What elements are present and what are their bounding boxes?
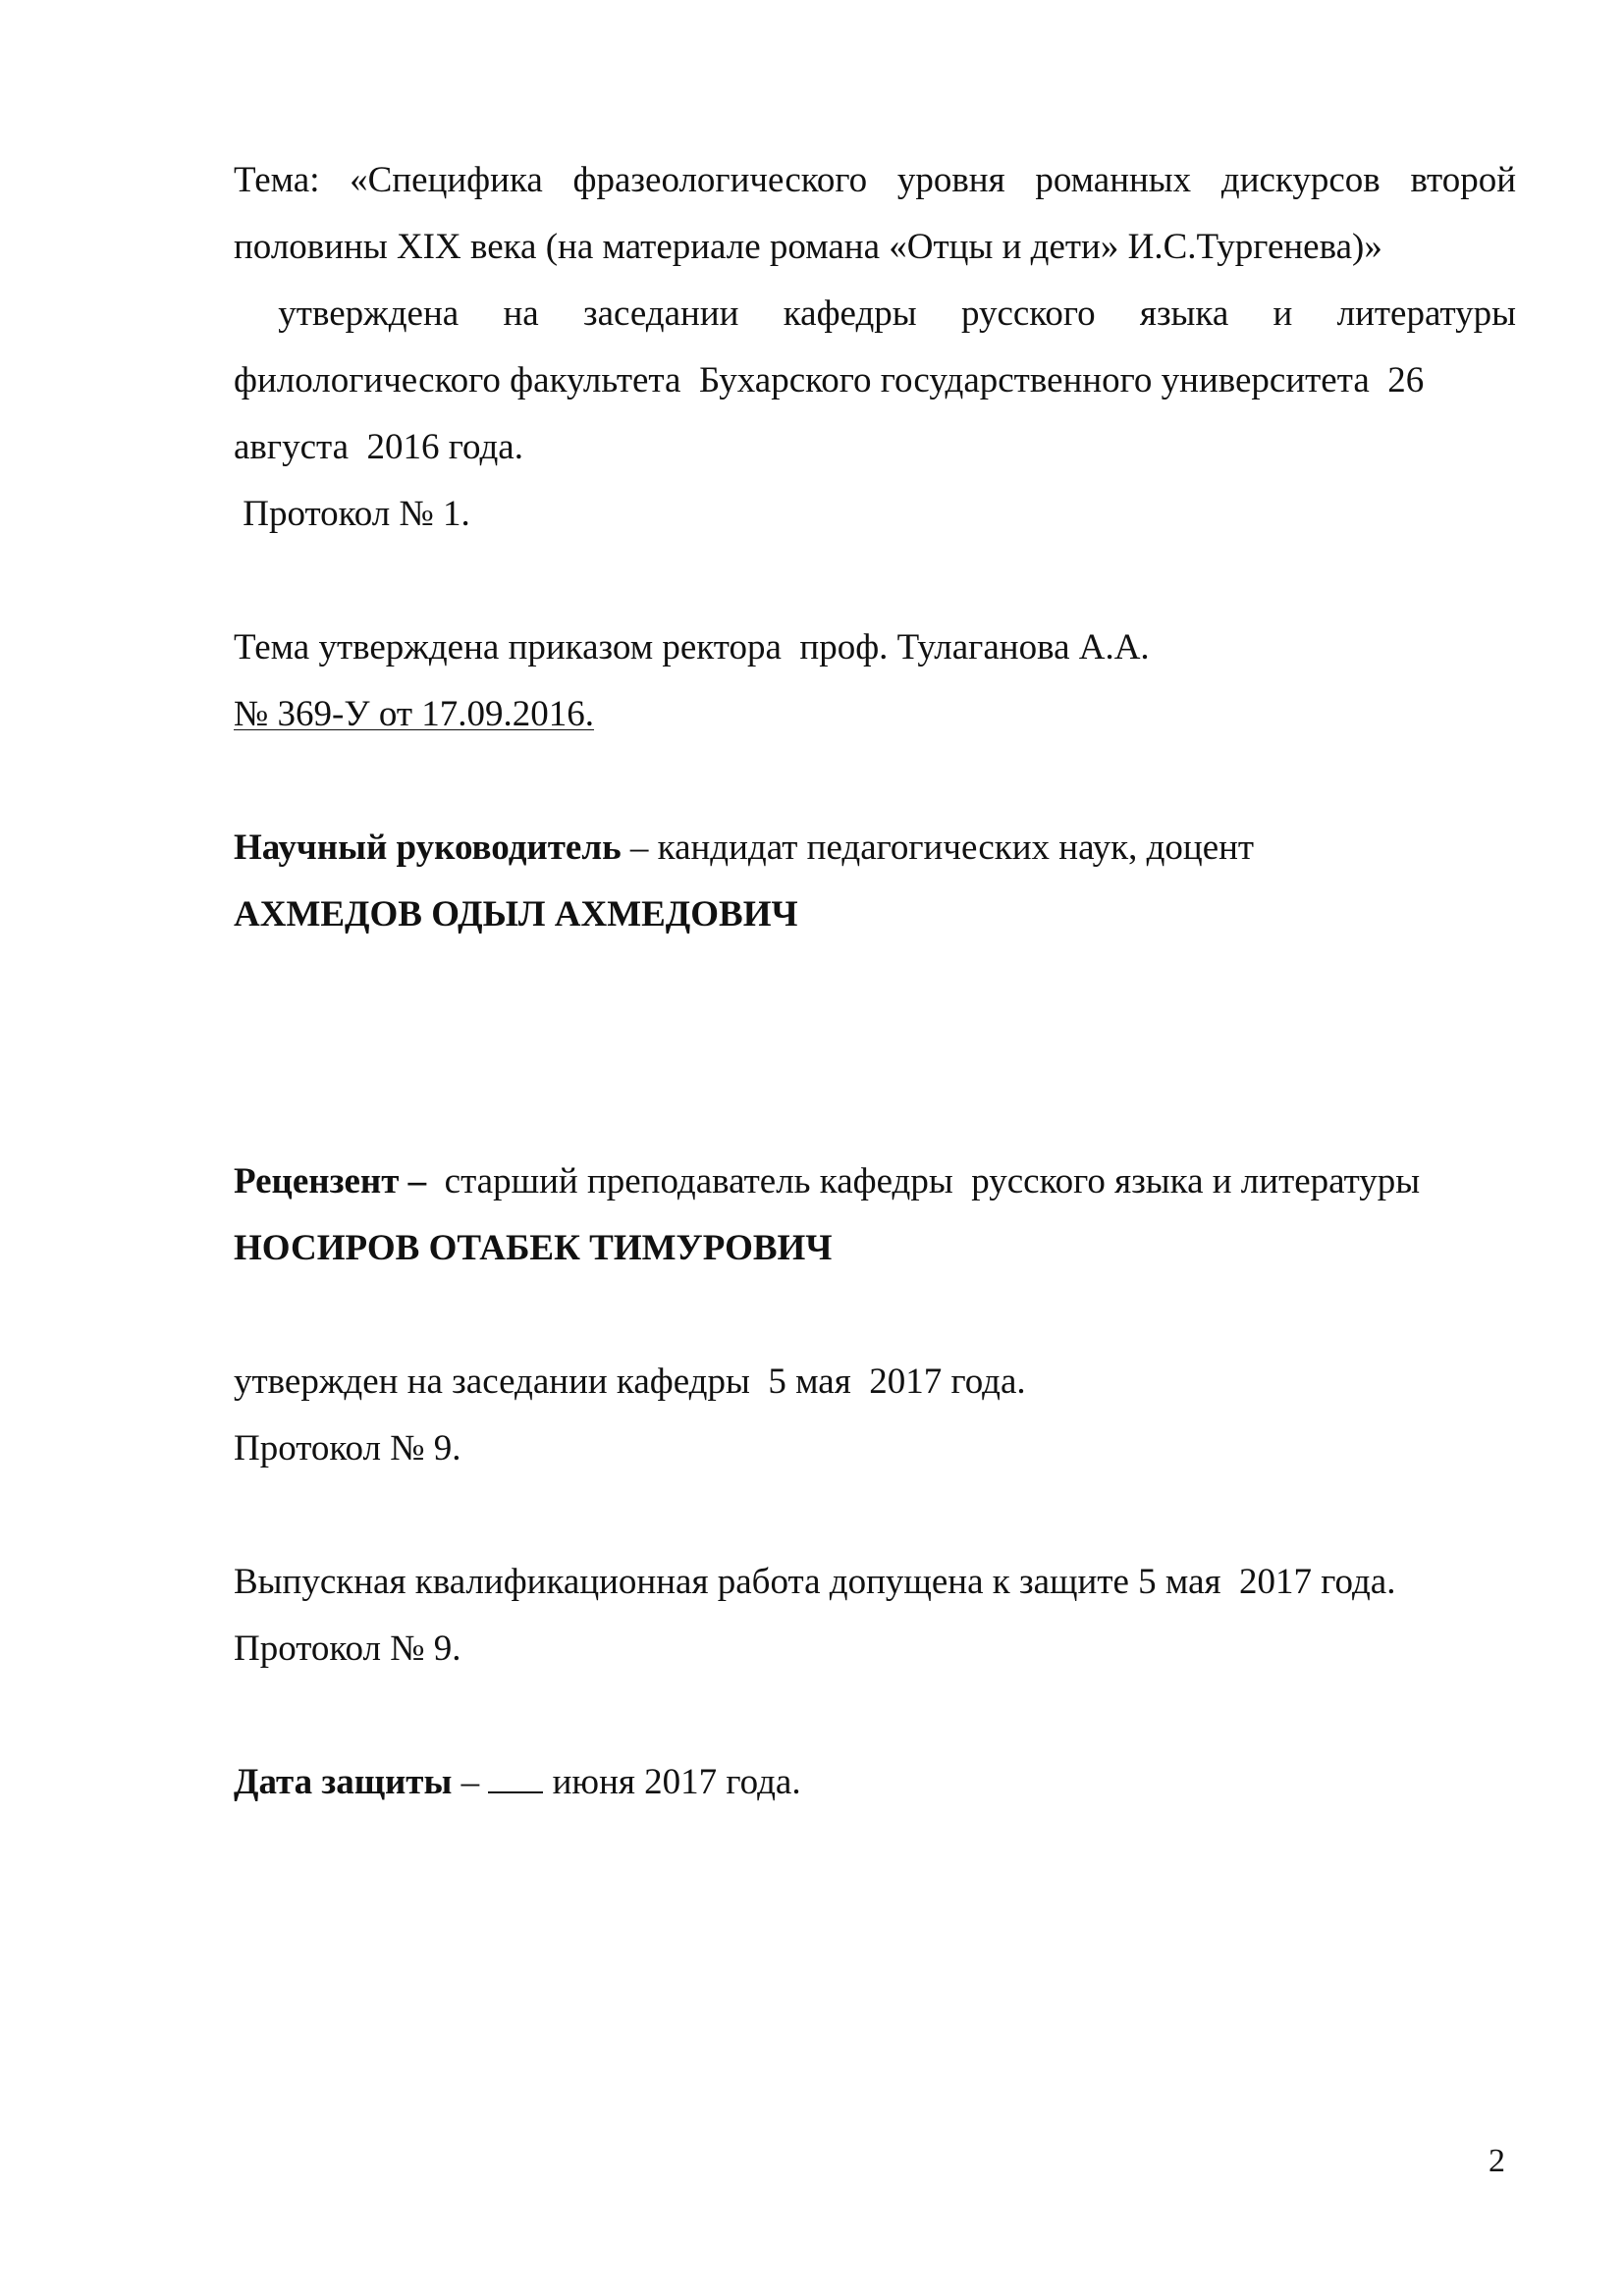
supervisor-name: АХМЕДОВ ОДЫЛ АХМЕДОВИЧ: [234, 894, 798, 934]
topic-line-1: Тема: «Специфика фразеологического уровня романных дискурсов второй: [234, 160, 1516, 200]
dept-approval: утвержден на заседании кафедры 5 мая 2017 года.: [234, 1362, 1026, 1402]
reviewer-desc: старший преподаватель кафедры русского языка и литературы: [426, 1161, 1421, 1201]
supervisor-desc: – кандидат педагогических наук, доцент: [621, 828, 1255, 868]
approved-line-1: утверждена на заседании кафедры русского языка и литературы: [234, 294, 1516, 334]
reviewer-label: Рецензент –: [234, 1161, 427, 1201]
defense-day-blank: [488, 1762, 543, 1793]
spacer: [234, 1482, 1516, 1549]
supervisor-label: Научный руководитель: [234, 828, 622, 868]
rector-order-text: Тема утверждена приказом ректора проф. Тулаганова А.А.: [234, 627, 1150, 667]
defense-date-line: [234, 1749, 1516, 1816]
document-body: [234, 147, 1516, 1816]
approved-line-2: филологического факультета Бухарского государственного университета 26: [234, 360, 1425, 400]
protocol-9b: Протокол № 9.: [234, 1629, 461, 1669]
defense-rest: июня 2017 года.: [543, 1762, 801, 1802]
order-number: [234, 681, 1516, 748]
spacer: [234, 548, 1516, 614]
defense-dash: –: [452, 1762, 489, 1802]
admission-line: Выпускная квалификационная работа допущена к защите 5 мая 2017 года.: [234, 1562, 1396, 1602]
supervisor-line: [234, 815, 1516, 881]
approved-line-3: августа 2016 года.: [234, 427, 523, 467]
reviewer-line: [234, 1148, 1516, 1215]
spacer: [234, 948, 1516, 1148]
page-number: 2: [1489, 2143, 1505, 2179]
protocol-1: Протокол № 1.: [234, 494, 470, 534]
order-number-text: № 369-У от 17.09.2016.: [234, 694, 595, 734]
defense-label: Дата защиты: [234, 1762, 453, 1802]
spacer: [234, 748, 1516, 815]
spacer: [234, 1682, 1516, 1749]
spacer: [234, 1282, 1516, 1349]
reviewer-name: НОСИРОВ ОТАБЕК ТИМУРОВИЧ: [234, 1228, 833, 1268]
protocol-9a: Протокол № 9.: [234, 1428, 461, 1468]
topic-line-2: половины XIX века (на материале романа «Отцы и дети» И.С.Тургенева)»: [234, 227, 1382, 267]
